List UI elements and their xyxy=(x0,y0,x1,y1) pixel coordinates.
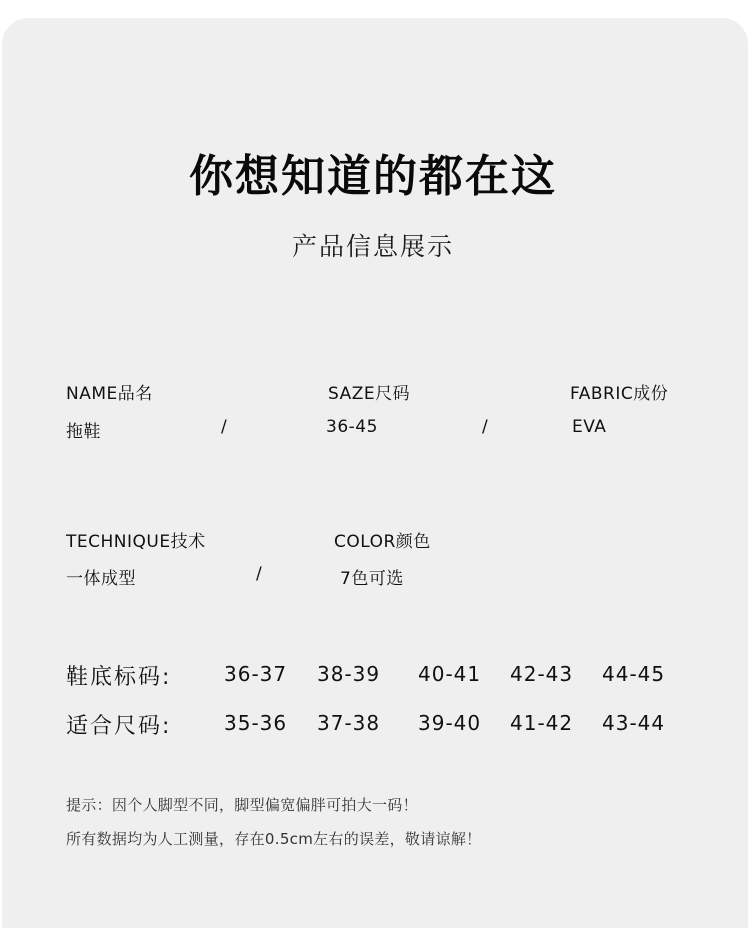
sole-size-cell: 44-45 xyxy=(602,662,666,686)
color-label: COLOR颜色 xyxy=(334,532,431,552)
fit-size-cell: 43-44 xyxy=(602,711,666,735)
separator: / xyxy=(256,564,262,584)
page-subtitle: 产品信息展示 xyxy=(291,232,454,261)
name-label: NAME品名 xyxy=(66,384,153,404)
technique-label: TECHNIQUE技术 xyxy=(66,532,206,552)
sole-size-label: 鞋底标码: xyxy=(66,665,172,690)
fit-size-cell: 35-36 xyxy=(224,711,288,735)
page-title: 你想知道的都在这 xyxy=(189,151,557,202)
note-line-1: 提示：因个人脚型不同，脚型偏宽偏胖可拍大一码！ xyxy=(66,796,418,814)
fabric-value: EVA xyxy=(572,417,607,437)
separator: / xyxy=(221,417,227,437)
fit-size-cell: 39-40 xyxy=(418,711,482,735)
technique-value: 一体成型 xyxy=(66,569,136,589)
sole-size-cell: 36-37 xyxy=(224,662,288,686)
sole-size-cell: 40-41 xyxy=(418,662,482,686)
fit-size-cell: 41-42 xyxy=(510,711,574,735)
fabric-label: FABRIC成份 xyxy=(570,384,669,404)
fit-size-cell: 37-38 xyxy=(317,711,381,735)
name-value: 拖鞋 xyxy=(66,422,101,442)
sole-size-cell: 42-43 xyxy=(510,662,574,686)
note-line-2: 所有数据均为人工测量，存在0.5cm左右的误差，敬请谅解！ xyxy=(66,830,482,848)
fit-size-label: 适合尺码: xyxy=(66,714,172,739)
separator: / xyxy=(482,417,488,437)
size-value: 36-45 xyxy=(326,417,378,437)
color-value: 7色可选 xyxy=(340,569,404,589)
sole-size-cell: 38-39 xyxy=(317,662,381,686)
size-label: SAZE尺码 xyxy=(328,384,411,404)
